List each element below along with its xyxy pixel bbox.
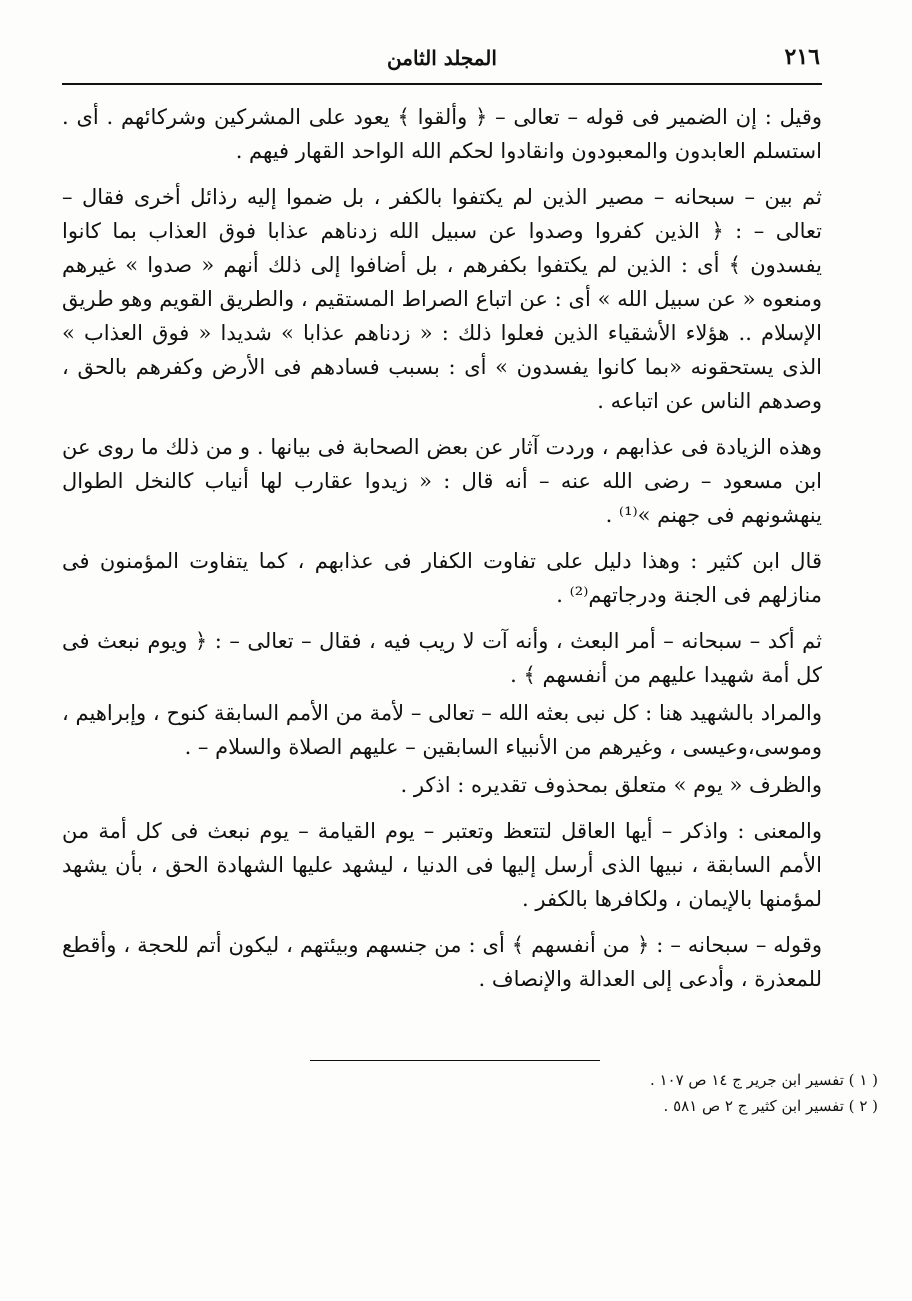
paragraph-8: والمعنى : واذكر – أيها العاقل لتتعظ وتعتبر – يوم القيامة – يوم نبعث فى كل أمة من الأمم السابقة ، نبيها الذى أرسل إليها فى الدنيا ، ليشهد عليها الشهادة الحق ، بأن يشهد لمؤمنها بالإيمان ، ولكافرها بالكفر . — [62, 819, 822, 911]
footnotes — [650, 1067, 878, 1119]
book-page — [62, 34, 822, 991]
page-header — [62, 34, 822, 76]
paragraph-4: قال ابن كثير : وهذا دليل على تفاوت الكفار فى عذابهم ، كما يتفاوت المؤمنون فى منازلهم فى الجنة ودرجاتهم⁽²⁾ . — [62, 549, 822, 607]
paragraph-7: والظرف « يوم » متعلق بمحذوف تقديره : اذكر . — [400, 773, 822, 797]
footnote-1: ( ١ ) تفسير ابن جرير ج ١٤ ص ١٠٧ . — [649, 1071, 878, 1089]
footnote-rule — [310, 1060, 600, 1061]
paragraph-1: وقيل : إن الضمير فى قوله – تعالى – ﴿ وألقوا ﴾ يعود على المشركين وشركائهم . أى . استسلم العابدون والمعبودون وانقادوا لحكم الله الواحد القهار فيهم . — [62, 105, 822, 163]
header-rule — [62, 83, 822, 85]
running-title: المجلد الثامن — [387, 46, 497, 70]
paragraph-9: وقوله – سبحانه – : ﴿ من أنفسهم ﴾ أى : من جنسهم وبيئتهم ، ليكون أتم للحجة ، وأقطع للمعذرة ، وأدعى إلى العدالة والإنصاف . — [62, 933, 822, 991]
paragraph-2: ثم بين – سبحانه – مصير الذين لم يكتفوا بالكفر ، بل ضموا إليه رذائل أخرى فقال – تعالى – : ﴿ الذين كفروا وصدوا عن سبيل الله زدناهم عذابا فوق العذاب بما كانوا يفسدون ﴾ أى : الذين لم يكتفوا بكفرهم ، بل أضافوا إلى ذلك أنهم « صدوا » غيرهم ومنعوه « عن سبيل الله » أى : عن اتباع الصراط المستقيم ، والطريق القويم وهو طريق الإسلام .. هؤلاء الأشقياء الذين فعلوا ذلك : « زدناهم عذابا » شديدا « فوق العذاب » الذى يستحقونه «بما كانوا يفسدون » أى : بسبب فسادهم فى الأرض وكفرهم بالحق ، وصدهم الناس عن اتباعه . — [62, 185, 822, 413]
page-body — [62, 100, 822, 996]
paragraph-6: والمراد بالشهيد هنا : كل نبى بعثه الله – تعالى – لأمة من الأمم السابقة كنوح ، وإبراهيم ، وموسى،وعيسى ، وغيرهم من الأنبياء السابقين – عليهم الصلاة والسلام – . — [62, 701, 822, 759]
page-number: ٢١٦ — [784, 44, 820, 70]
footnote-2: ( ٢ ) تفسير ابن كثير ج ٢ ص ٥٨١ . — [663, 1097, 878, 1115]
paragraph-3: وهذه الزيادة فى عذابهم ، وردت آثار عن بعض الصحابة فى بيانها . و من ذلك ما روى عن ابن مسعود – رضى الله عنه – أنه قال : « زيدوا عقارب لها أنياب كالنخل الطوال ينهشونهم فى جهنم »⁽¹⁾ . — [62, 435, 822, 527]
paragraph-5: ثم أكد – سبحانه – أمر البعث ، وأنه آت لا ريب فيه ، فقال – تعالى – : ﴿ ويوم نبعث فى كل أمة شهيدا عليهم من أنفسهم ﴾ . — [62, 629, 822, 687]
